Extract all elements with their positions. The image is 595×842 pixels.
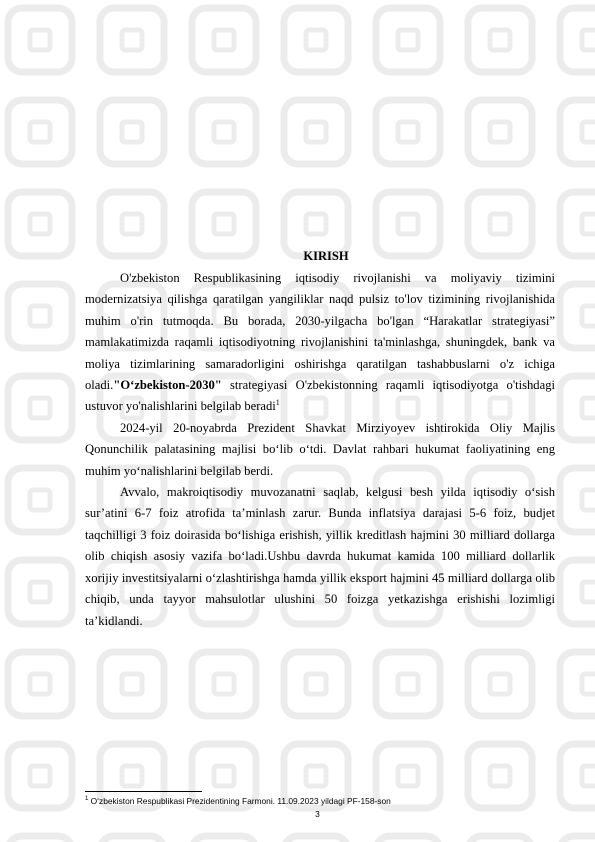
heading: KIRISH <box>303 249 349 263</box>
watermark-tile <box>100 8 164 72</box>
watermark-tile <box>376 8 440 72</box>
footnote-separator <box>85 791 202 792</box>
page-number: 3 <box>315 809 320 819</box>
watermark-tile <box>468 836 532 842</box>
watermark-tile <box>8 192 72 256</box>
footnote-reference[interactable]: 1 <box>275 398 280 408</box>
watermark-tile <box>468 8 532 72</box>
watermark-tile <box>284 100 348 164</box>
watermark-tile <box>284 836 348 842</box>
footnote-text: O‘zbekiston Respublikasi Prezidentining Farmoni. 11.09.2023 yildagi PF-158-son <box>88 796 391 806</box>
paragraph-1 <box>85 268 555 418</box>
watermark-tile <box>8 744 72 808</box>
watermark-tile <box>192 100 256 164</box>
watermark-tile <box>192 652 256 716</box>
watermark-tile <box>8 376 72 440</box>
footnote-number: 1 <box>85 796 89 803</box>
watermark-tile <box>100 836 164 842</box>
watermark-tile <box>376 836 440 842</box>
paragraph-1-text: O'zbekiston Respublikasining iqtisodiy rivojlanishi va moliyaviy tizimini modernizatsiya qilishga qaratilgan yangiliklar naqd pulsiz to'lov tizimining rivojlanishida muhim o'rin tutmoqda. Bu borada, 2030-yilgacha bo'lgan “Harakatlar strategiyasi” mamlakatimizda raqamli iqtisodiyotning rivojlanishini ta'minlashga, shuningdek, bank va moliya tizimlarining samaradorligini oshirishga qaratilgan tashabbuslarni o'z ichiga oladi. <box>85 271 555 393</box>
paragraph-2: 2024-yil 20-noyabrda Prezident Shavkat Mirziyoyev ishtirokida Oliy Majlis Qonunchilik palatasining majlisi bo‘lib o‘tdi. Davlat rahbari hukumat faoliyatining eng muhim yo‘nalishlarini belgilab berdi. <box>85 420 555 478</box>
watermark-tile <box>192 836 256 842</box>
footnote <box>85 796 391 807</box>
watermark-tile <box>468 100 532 164</box>
strategy-name: "O‘zbekiston-2030" <box>113 378 222 393</box>
watermark-tile <box>468 744 532 808</box>
watermark-tile <box>192 8 256 72</box>
watermark-tile <box>8 284 72 348</box>
watermark-tile <box>192 192 256 256</box>
watermark-tile <box>100 652 164 716</box>
paragraph-3: Avvalo, makroiqtisodiy muvozanatni saqlab, kelgusi besh yilda iqtisodiy o‘sish sur’atini 6-7 foiz atrofida ta’minlash zarur. Bunda inflatsiya darajasi 5-6 foiz, budjet taqchilligi 3 foiz doirasida bo‘lishiga erishish, yillik kreditlash hajmini 30 milliard dollarga olib chiqish asosiy vazifa bo‘ladi.Ushbu davrda hukumat kamida 100 milliard dollarlik xorijiy investitsiyalarni o‘zlashtirishga hamda yillik eksport hajmini 45 milliard dollarga olib chiqib, unda tayyor mahsulotlar ulushini 50 foizga yetkazishga erishishi lozimligi ta’kidlandi. <box>85 485 555 628</box>
watermark-tile <box>560 652 595 716</box>
watermark-tile <box>560 744 595 808</box>
watermark-tile <box>8 8 72 72</box>
page-content <box>85 248 555 632</box>
watermark-tile <box>560 100 595 164</box>
watermark-tile <box>8 560 72 624</box>
watermark-tile <box>284 192 348 256</box>
watermark-tile <box>560 468 595 532</box>
watermark-tile <box>100 192 164 256</box>
watermark-tile <box>376 100 440 164</box>
watermark-tile <box>284 652 348 716</box>
watermark-tile <box>560 376 595 440</box>
watermark-tile <box>560 284 595 348</box>
watermark-tile <box>468 652 532 716</box>
watermark-tile <box>376 192 440 256</box>
watermark-tile <box>284 8 348 72</box>
watermark-tile <box>8 836 72 842</box>
watermark-tile <box>8 100 72 164</box>
watermark-tile <box>8 468 72 532</box>
watermark-tile <box>560 192 595 256</box>
watermark-tile <box>560 8 595 72</box>
watermark-tile <box>100 100 164 164</box>
watermark-tile <box>468 192 532 256</box>
paragraph-1-text-after: strategiyasi O'zbekistonning raqamli iqtisodiyotga o'tishdagi ustuvor yo'nalishlarini belgilab beradi <box>85 378 555 414</box>
watermark-tile <box>560 560 595 624</box>
watermark-tile <box>376 652 440 716</box>
watermark-tile <box>8 652 72 716</box>
watermark-tile <box>560 836 595 842</box>
